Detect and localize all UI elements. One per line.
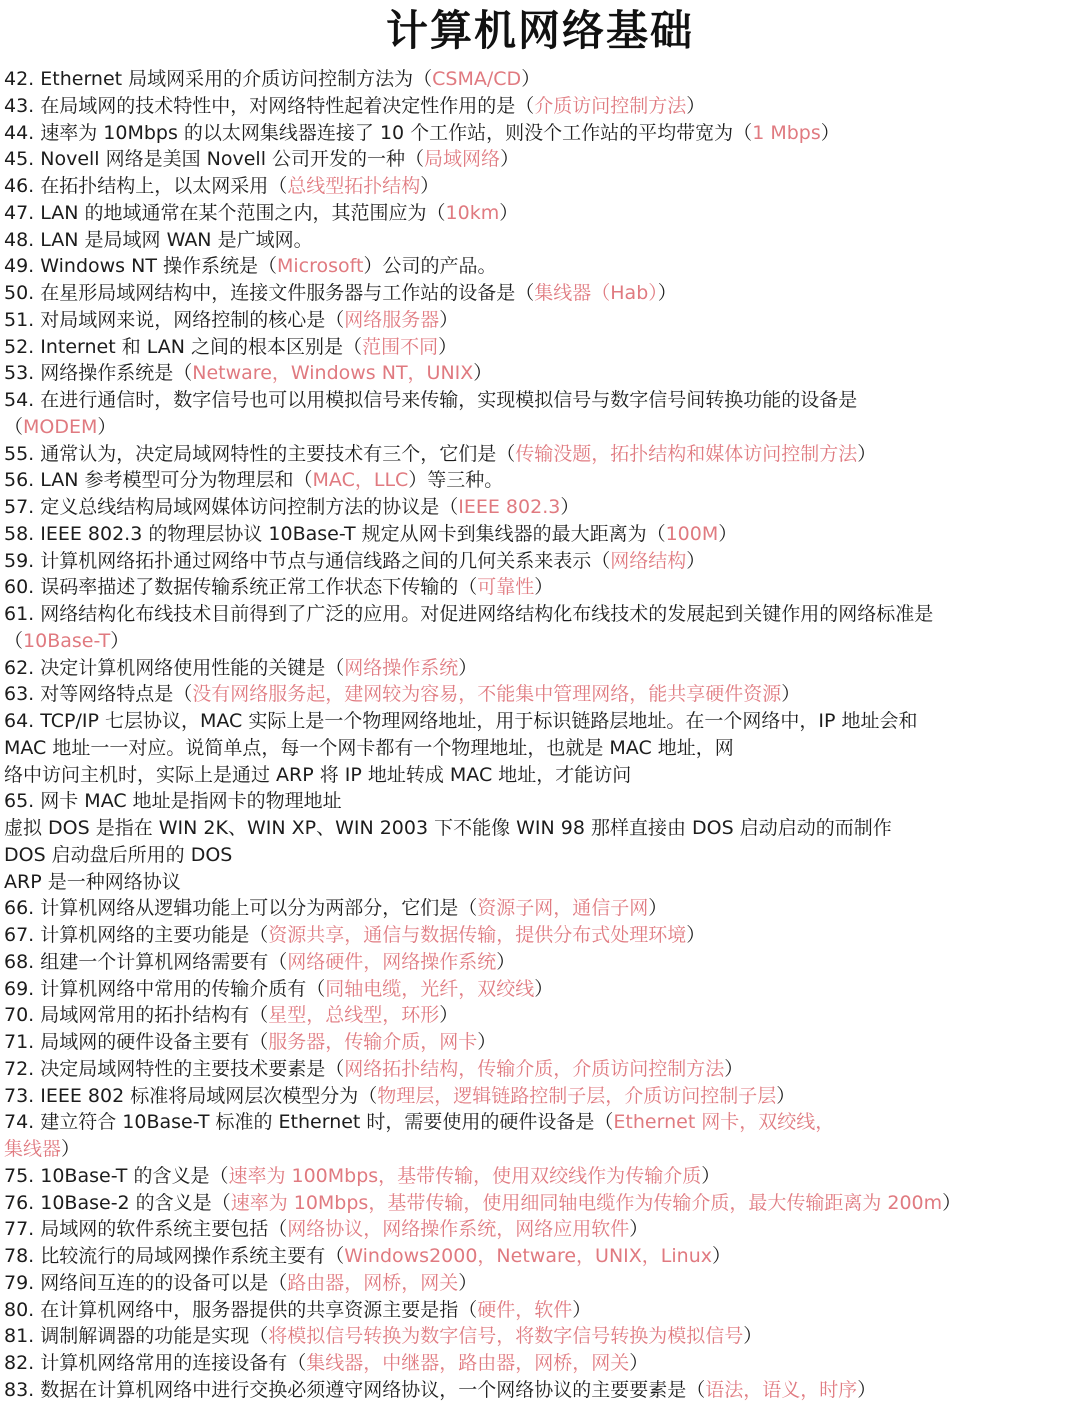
answer-text: 网络拓扑结构，传输介质，介质访问控制方法: [344, 1057, 725, 1080]
question-text: 77. 局域网的软件系统主要包括（: [4, 1218, 288, 1241]
text-line: [4, 1297, 1078, 1324]
question-text: ）: [648, 897, 668, 920]
answer-text: Ethernet 网卡，双绞线，: [613, 1111, 835, 1134]
question-text: ）: [496, 950, 516, 973]
question-text: ）: [521, 68, 541, 90]
question-text: ）: [500, 148, 520, 171]
answer-text: 速率为 10Mbps，基带传输，使用细同轴电缆作为传输介质，最大传输距离为 200m: [230, 1191, 943, 1214]
answer-text: 网络服务器: [344, 308, 440, 331]
question-text: ）等三种。: [408, 469, 504, 492]
answer-text: 网络操作系统: [344, 656, 459, 679]
question-text: ）公司的产品。: [363, 255, 497, 278]
question-text: ）: [629, 1352, 649, 1374]
text-line: [4, 334, 1078, 361]
text-line: [4, 280, 1078, 307]
question-text: ）: [439, 1004, 459, 1027]
question-text: 68. 组建一个计算机网络需要有（: [4, 950, 288, 973]
question-text: ）: [499, 201, 519, 224]
question-text: ）: [857, 442, 877, 465]
question-text: ）: [477, 1031, 497, 1053]
text-line: [4, 253, 1078, 280]
answer-text: 网络硬件，网络操作系统: [287, 950, 497, 973]
answer-text: 10Base-T: [23, 629, 111, 652]
question-list: [4, 66, 1078, 1404]
answer-text: 100M: [665, 522, 719, 545]
question-text: 52. Internet 和 LAN 之间的根本区别是（: [4, 335, 363, 358]
text-line: [4, 467, 1078, 494]
answer-text: Windows2000，Netware，UNIX，Linux: [344, 1245, 712, 1267]
question-text: ）: [97, 415, 117, 438]
text-line: [4, 735, 1078, 762]
text-line: [4, 708, 1078, 735]
text-line: [4, 1029, 1078, 1056]
question-text: ）: [686, 94, 706, 117]
answer-text: 1 Mbps: [752, 121, 821, 144]
text-line: [4, 628, 1078, 655]
answer-text: 将模拟信号转换为数字信号，将数字信号转换为模拟信号: [268, 1325, 744, 1348]
text-line: [4, 1136, 1078, 1163]
text-line: [4, 762, 1078, 789]
question-text: 49. Windows NT 操作系统是（: [4, 255, 277, 278]
question-text: 43. 在局域网的技术特性中，对网络特性起着决定性作用的是（: [4, 94, 535, 117]
text-line: [4, 146, 1078, 173]
question-text: ）: [438, 335, 458, 358]
answer-text: 总线型拓扑结构: [287, 175, 421, 197]
text-line: [4, 200, 1078, 227]
question-text: 虚拟 DOS 是指在 WIN 2K、WIN XP、WIN 2003 下不能像 WIN 98 那样直接由 DOS 启动启动的而制作: [4, 817, 892, 839]
text-line: [4, 414, 1078, 441]
text-line: [4, 895, 1078, 922]
answer-text: 网络协议，网络操作系统，网络应用软件: [287, 1218, 630, 1241]
text-line: [4, 655, 1078, 682]
question-text: ）: [718, 522, 738, 545]
answer-text: 10km: [445, 201, 500, 224]
question-text: MAC 地址一一对应。说简单点，每一个网卡都有一个物理地址，也就是 MAC 地址，网: [4, 736, 734, 759]
question-text: 53. 网络操作系统是（: [4, 362, 193, 385]
question-text: ）: [857, 1378, 877, 1401]
page-title: 计算机网络基础: [385, 6, 694, 55]
text-line: [4, 494, 1078, 521]
answer-text: 资源共享，通信与数据传输，提供分布式处理环境: [268, 924, 687, 946]
text-line: [4, 1109, 1078, 1136]
question-text: ）: [701, 1164, 721, 1187]
answer-text: MAC，LLC: [312, 469, 409, 492]
question-text: 73. IEEE 802 标准将局域网层次模型分为（: [4, 1084, 378, 1107]
text-line: [4, 360, 1078, 387]
text-line: [4, 1350, 1078, 1377]
question-text: 83. 数据在计算机网络中进行交换必须遵守网络协议，一个网络协议的主要要素是（: [4, 1378, 706, 1401]
question-text: 72. 决定局域网特性的主要技术要素是（: [4, 1057, 345, 1080]
question-text: ）: [686, 549, 706, 572]
question-text: 63. 对等网络特点是（: [4, 683, 193, 706]
question-text: 76. 10Base-2 的含义是（: [4, 1191, 231, 1214]
text-line: [4, 949, 1078, 976]
question-text: ）: [743, 1325, 763, 1348]
text-line: [4, 441, 1078, 468]
answer-text: 局域网络: [424, 148, 501, 171]
answer-text: MODEM: [23, 415, 98, 438]
text-line: [4, 387, 1078, 414]
question-text: 47. LAN 的地域通常在某个范围之内，其范围应为（: [4, 201, 446, 224]
answer-text: 集线器: [4, 1138, 62, 1160]
question-text: 79. 网络间互连的的设备可以是（: [4, 1271, 288, 1294]
question-text: 48. LAN 是局域网 WAN 是广域网。: [4, 228, 313, 251]
question-text: ）: [781, 683, 801, 706]
answer-text: 范围不同: [362, 335, 439, 358]
question-text: 67. 计算机网络的主要功能是（: [4, 924, 269, 946]
question-text: 70. 局域网常用的拓扑结构有（: [4, 1004, 269, 1027]
question-text: 44. 速率为 10Mbps 的以太网集线器连接了 10 个工作站，则没个工作站的平均带宽为（: [4, 121, 753, 144]
question-text: ）: [110, 629, 130, 652]
answer-text: 没有网络服务起，建网较为容易，不能集中管理网络，能共享硬件资源: [192, 683, 782, 706]
question-text: ）: [61, 1138, 81, 1160]
question-text: ）: [724, 1057, 744, 1080]
question-text: 62. 决定计算机网络使用性能的关键是（: [4, 656, 345, 679]
text-line: [4, 601, 1078, 628]
text-line: [4, 1377, 1078, 1404]
question-text: ）: [776, 1084, 796, 1107]
text-line: [4, 1163, 1078, 1190]
question-text: ARP 是一种网络协议: [4, 870, 181, 893]
question-text: ）: [420, 175, 440, 197]
question-text: 42. Ethernet 局域网采用的介质访问控制方法为（: [4, 68, 433, 90]
text-line: [4, 976, 1078, 1003]
text-line: [4, 93, 1078, 120]
text-line: [4, 66, 1078, 93]
question-text: ）: [820, 121, 840, 144]
question-text: 78. 比较流行的局域网操作系统主要有（: [4, 1245, 345, 1267]
question-text: 75. 10Base-T 的含义是（: [4, 1164, 229, 1187]
question-text: 54. 在进行通信时，数字信号也可以用模拟信号来传输，实现模拟信号与数字信号间转换功能的设备是: [4, 389, 858, 411]
answer-text: 语法，语义，时序: [705, 1378, 858, 1401]
question-text: （: [4, 629, 24, 652]
question-text: ）: [686, 924, 706, 946]
text-line: [4, 788, 1078, 815]
text-line: [4, 120, 1078, 147]
answer-text: 同轴电缆，光纤，双绞线: [325, 977, 535, 1000]
answer-text: 物理层，逻辑链路控制子层，介质访问控制子层: [377, 1084, 777, 1107]
text-line: [4, 1243, 1078, 1270]
answer-text: 集线器，中继器，路由器，网桥，网关: [306, 1352, 630, 1374]
answer-text: 可靠性: [477, 576, 535, 599]
question-text: 55. 通常认为，决定局域网特性的主要技术有三个，它们是（: [4, 442, 516, 465]
question-text: ）: [473, 362, 493, 385]
question-text: 46. 在拓扑结构上，以太网采用（: [4, 175, 288, 197]
answer-text: Netware，Windows NT，UNIX: [192, 362, 474, 385]
question-text: 60. 误码率描述了数据传输系统正常工作状态下传输的（: [4, 576, 478, 599]
text-line: [4, 1323, 1078, 1350]
question-text: ）: [458, 656, 478, 679]
answer-text: IEEE 802.3: [458, 496, 561, 518]
text-line: [4, 1056, 1078, 1083]
text-line: [4, 173, 1078, 200]
answer-text: 服务器，传输介质，网卡: [268, 1031, 478, 1053]
text-line: [4, 307, 1078, 334]
text-line: [4, 681, 1078, 708]
text-line: [4, 869, 1078, 896]
question-text: 71. 局域网的硬件设备主要有（: [4, 1031, 269, 1053]
question-text: 58. IEEE 802.3 的物理层协议 10Base-T 规定从网卡到集线器的最大距离为（: [4, 522, 666, 545]
answer-text: 速率为 100Mbps，基带传输，使用双绞线作为传输介质: [228, 1164, 702, 1187]
text-line: [4, 1190, 1078, 1217]
answer-text: CSMA/CD: [432, 68, 522, 90]
question-text: ）: [534, 576, 554, 599]
text-line: [4, 548, 1078, 575]
question-text: ）: [711, 1245, 731, 1267]
text-line: [4, 1002, 1078, 1029]
text-line: [4, 574, 1078, 601]
text-line: [4, 922, 1078, 949]
text-line: [4, 815, 1078, 842]
answer-text: 路由器，网桥，网关: [287, 1271, 459, 1294]
question-text: ）: [560, 496, 580, 518]
question-text: ）: [534, 977, 554, 1000]
question-text: 59. 计算机网络拓扑通过网络中节点与通信线路之间的几何关系来表示（: [4, 549, 611, 572]
text-line: [4, 842, 1078, 869]
question-text: 络中访问主机时，实际上是通过 ARP 将 IP 地址转成 MAC 地址，才能访问: [4, 763, 632, 786]
text-line: [4, 521, 1078, 548]
question-text: 56. LAN 参考模型可分为物理层和（: [4, 469, 313, 492]
answer-text: 资源子网，通信子网: [477, 897, 649, 920]
text-line: [4, 227, 1078, 254]
question-text: ）: [458, 1271, 478, 1294]
question-text: 81. 调制解调器的功能是实现（: [4, 1325, 269, 1348]
question-text: ）: [657, 282, 677, 304]
answer-text: 硬件，软件: [477, 1298, 573, 1321]
question-text: 50. 在星形局域网结构中，连接文件服务器与工作站的设备是（: [4, 282, 535, 304]
question-text: ）: [572, 1298, 592, 1321]
question-text: 74. 建立符合 10Base-T 标准的 Ethernet 时，需要使用的硬件设备是（: [4, 1111, 614, 1134]
question-text: 82. 计算机网络常用的连接设备有（: [4, 1352, 307, 1374]
answer-text: 星型，总线型，环形: [268, 1004, 440, 1027]
question-text: ）: [629, 1218, 649, 1241]
question-text: 51. 对局域网来说，网络控制的核心是（: [4, 308, 345, 331]
question-text: 45. Novell 网络是美国 Novell 公司开发的一种（: [4, 148, 425, 171]
answer-text: 网络结构: [610, 549, 687, 572]
answer-text: 集线器（Hab）: [534, 282, 658, 304]
question-text: ）: [439, 308, 459, 331]
question-text: 65. 网卡 MAC 地址是指网卡的物理地址: [4, 790, 342, 813]
question-text: DOS 启动盘后所用的 DOS: [4, 843, 233, 866]
question-text: 66. 计算机网络从逻辑功能上可以分为两部分，它们是（: [4, 897, 478, 920]
question-text: （: [4, 415, 24, 438]
question-text: 80. 在计算机网络中，服务器提供的共享资源主要是指（: [4, 1298, 478, 1321]
text-line: [4, 1083, 1078, 1110]
question-text: 57. 定义总线结构局域网媒体访问控制方法的协议是（: [4, 496, 459, 518]
question-text: 64. TCP/IP 七层协议，MAC 实际上是一个物理网络地址，用于标识链路层地址。在一个网络中，IP 地址会和: [4, 710, 918, 732]
question-text: 61. 网络结构化布线技术目前得到了广泛的应用。对促进网络结构化布线技术的发展起到关键作用的网络标准是: [4, 603, 934, 625]
text-line: [4, 1270, 1078, 1297]
question-text: ）: [942, 1191, 962, 1214]
answer-text: 传输没题，拓扑结构和媒体访问控制方法: [515, 442, 858, 465]
question-text: 69. 计算机网络中常用的传输介质有（: [4, 977, 326, 1000]
answer-text: Microsoft: [276, 255, 364, 278]
answer-text: 介质访问控制方法: [534, 94, 687, 117]
text-line: [4, 1216, 1078, 1243]
